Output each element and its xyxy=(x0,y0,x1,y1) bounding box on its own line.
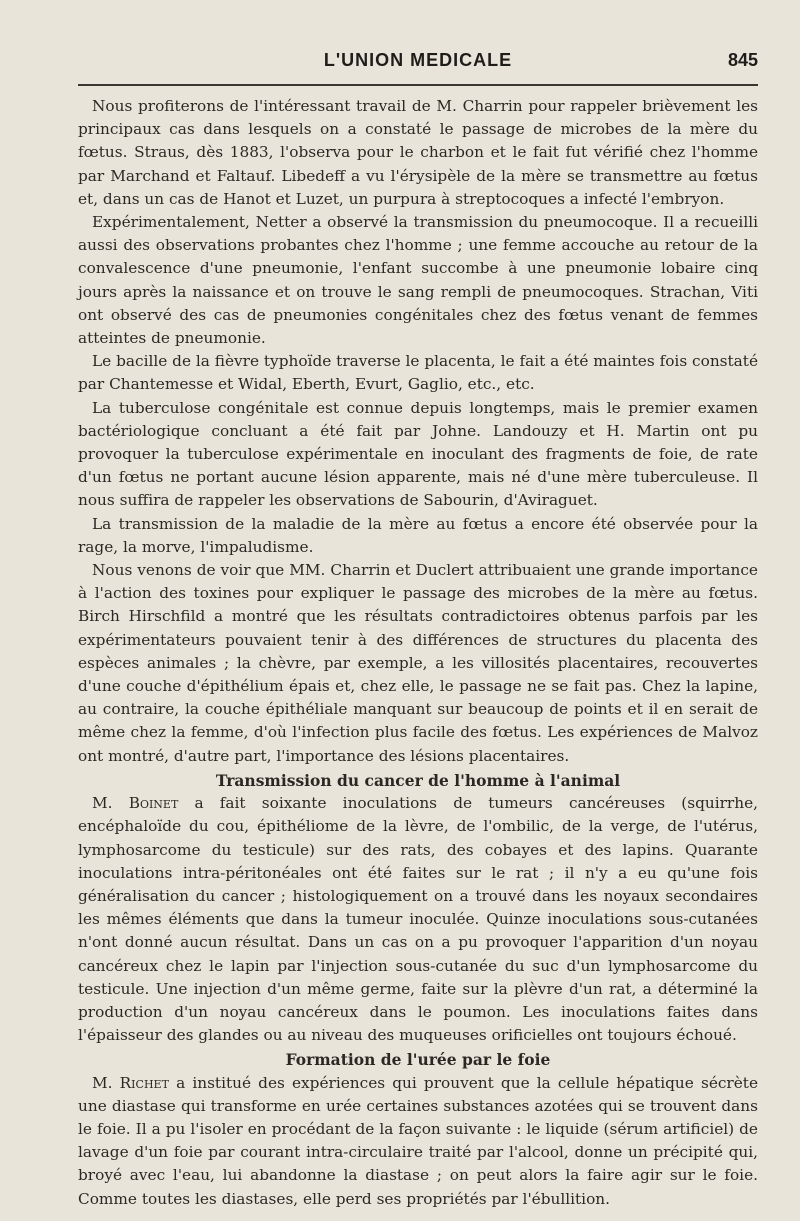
page-number: 845 xyxy=(727,50,758,70)
paragraph-uree xyxy=(78,1072,758,1211)
paragraph-pneumocoque: Expérimentalement, Netter a observé la transmission du pneumocoque. Il a recueilli aussi des observations probantes chez l'homme ; une femme accouche au retour de la convalescence d'une pneumonie, l'enfant succombe à une pneumonie lobaire cinq jours après la naissance et on trouve le sang rempli de pneumocoques. Strachan, Viti ont observé des cas de pneumonies congénitales chez des fœtus venant de femmes atteintes de pneumonie. xyxy=(78,213,758,348)
running-header xyxy=(78,48,758,78)
paragraph-uree-text: a institué des expériences qui prouvent que la cellule hépatique sécrète une diastase qui transforme en urée certaines substances azotées qui se trouvent dans le foie. Il a pu l'isoler en procédant de la façon suivante : le liquide (sérum artificiel) de lavage d'un foie par courant intra-circulaire traité par l'alcool, donne un précipité qui, broyé avec l'eau, lui abandonne la diastase ; on peut alors la faire agir sur le foie. Comme toutes les diastases, elle perd ses propriétés par l'ébullition. xyxy=(78,1073,758,1208)
section-heading-cancer: Transmission du cancer de l'homme à l'animal xyxy=(215,770,621,790)
paragraph-tuberculose: La tuberculose congénitale est connue depuis longtemps, mais le premier examen bactériologique concluant a été fait par Johne. Landouzy et H. Martin ont pu provoquer la tuberculose expérimentale en inoculant des fragments de foie, de rate d'un fœtus ne portant aucune lésion apparente, mais né d'une mère tuberculeuse. Il nous suffira de rappeler les observations de Sabourin, d'Aviraguet. xyxy=(78,398,758,510)
author-name: M. Richet xyxy=(92,1073,169,1092)
section-heading-uree: Formation de l'urée par le foie xyxy=(285,1050,551,1070)
header-rule xyxy=(78,84,758,86)
author-name: M. Boinet xyxy=(92,794,179,813)
article-body xyxy=(78,95,758,1211)
paragraph-cancer xyxy=(78,792,758,1047)
paragraph-microbes: Nous profiterons de l'intéressant travail de M. Charrin pour rappeler brièvement les principaux cas dans lesquels on a constaté le passage de microbes de la mère du fœtus. Straus, dès 1883, l'observa pour le charbon et le fait fut vérifié chez l'homme par Marchand et Faltauf. Libedeff a vu l'érysipèle de la mère se transmettre au fœtus et, dans un cas de Hanot et Luzet, un purpura à streptocoques a infecté l'embryon. xyxy=(78,97,758,208)
paragraph-toxines: Nous venons de voir que MM. Charrin et Duclert attribuaient une grande importance à l'action des toxines pour expliquer le passage des microbes de la mère au fœtus. Birch Hirschfild a montré que les résultats contradictoires obtenus parfois par les expérimentateurs pouvaient tenir à des différences de structures du placenta des espèces animales ; la chèvre, par exemple, a les villosités placentaires, recouvertes d'une couche d'épithélium épais et, chez elle, le passage ne se fait pas. Chez la lapine, au contraire, la couche épithéliale manquant sur beaucoup de points et il en serait de même chez la femme, d'où l'infection plus facile des fœtus. Les expériences de Malvoz ont montré, d'autre part, l'importance des lésions placentaires. xyxy=(78,561,758,765)
journal-title: L'UNION MEDICALE xyxy=(323,50,513,70)
paragraph-typhoide: Le bacille de la fièvre typhoïde traverse le placenta, le fait a été maintes fois constaté par Chantemesse et Widal, Eberth, Evurt, Gaglio, etc., etc. xyxy=(78,352,758,394)
paragraph-rage: La transmission de la maladie de la mère au fœtus a encore été observée pour la rage, la morve, l'impaludisme. xyxy=(78,514,758,556)
paragraph-cancer-text: a fait soixante inoculations de tumeurs cancéreuses (squirrhe, encéphaloïde du cou, épithéliome de la lèvre, de l'ombilic, de la verge, de l'utérus, lymphosarcome du testicule) sur des rats, des cobayes et des lapins. Quarante inoculations intra-péritonéales ont été faites sur le rat ; il n'y a eu qu'une fois généralisation du cancer ; histologiquement on a trouvé dans les noyaux secondaires les mêmes éléments que dans la tumeur inoculée. Quinze inoculations sous-cutanées n'ont donné aucun résultat. Dans un cas on a pu provoquer l'apparition d'un noyau cancéreux chez le lapin par l'injection sous-cutanée du suc d'un lymphosarcome du testicule. Une injection d'un même germe, faite sur la plèvre d'un rat, a déterminé la production d'un noyau cancéreux dans le poumon. Les inoculations faites dans l'épaisseur des glandes ou au niveau des muqueuses orificielles ont toujours échoué. xyxy=(78,794,758,1045)
